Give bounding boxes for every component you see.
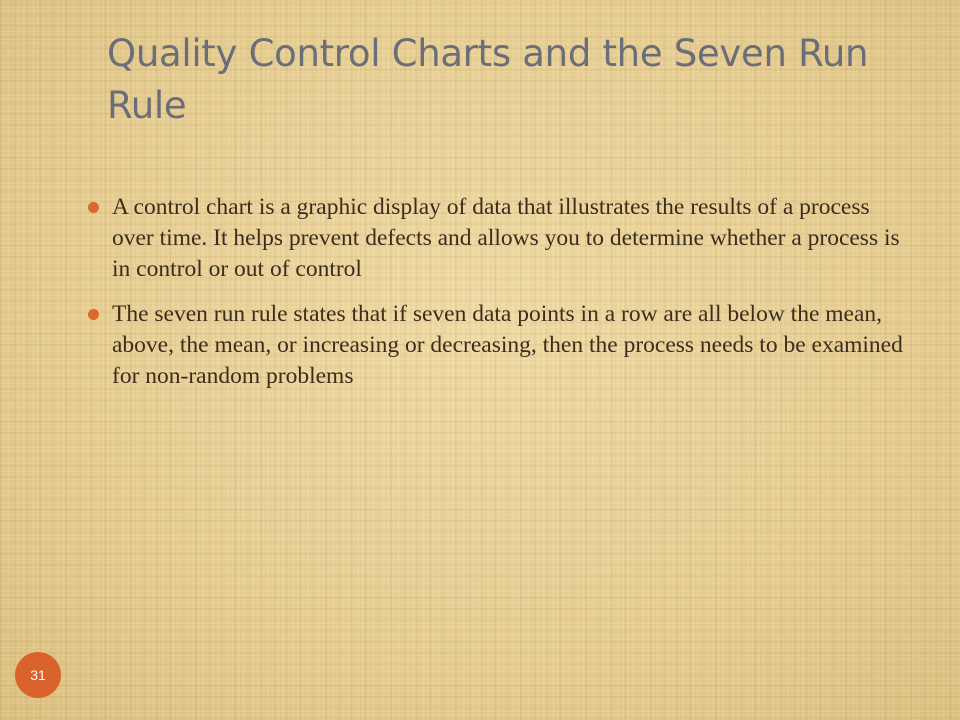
slide-number-badge: 31 (15, 652, 61, 698)
bullet-dot-icon (88, 202, 99, 213)
bullet-list (88, 192, 908, 406)
bullet-text: The seven run rule states that if seven data points in a row are all below the mean, above, the mean, or increasing or decreasing, then the process needs to be examined for non-random problems (112, 301, 903, 389)
bullet-text: A control chart is a graphic display of data that illustrates the results of a process over time. It helps prevent defects and allows you to determine whether a process is in control or out of control (112, 194, 900, 282)
bullet-item (88, 299, 908, 392)
bullet-dot-icon (88, 309, 99, 320)
bullet-item (88, 192, 908, 285)
slide-title: Quality Control Charts and the Seven Run Rule (107, 32, 869, 127)
